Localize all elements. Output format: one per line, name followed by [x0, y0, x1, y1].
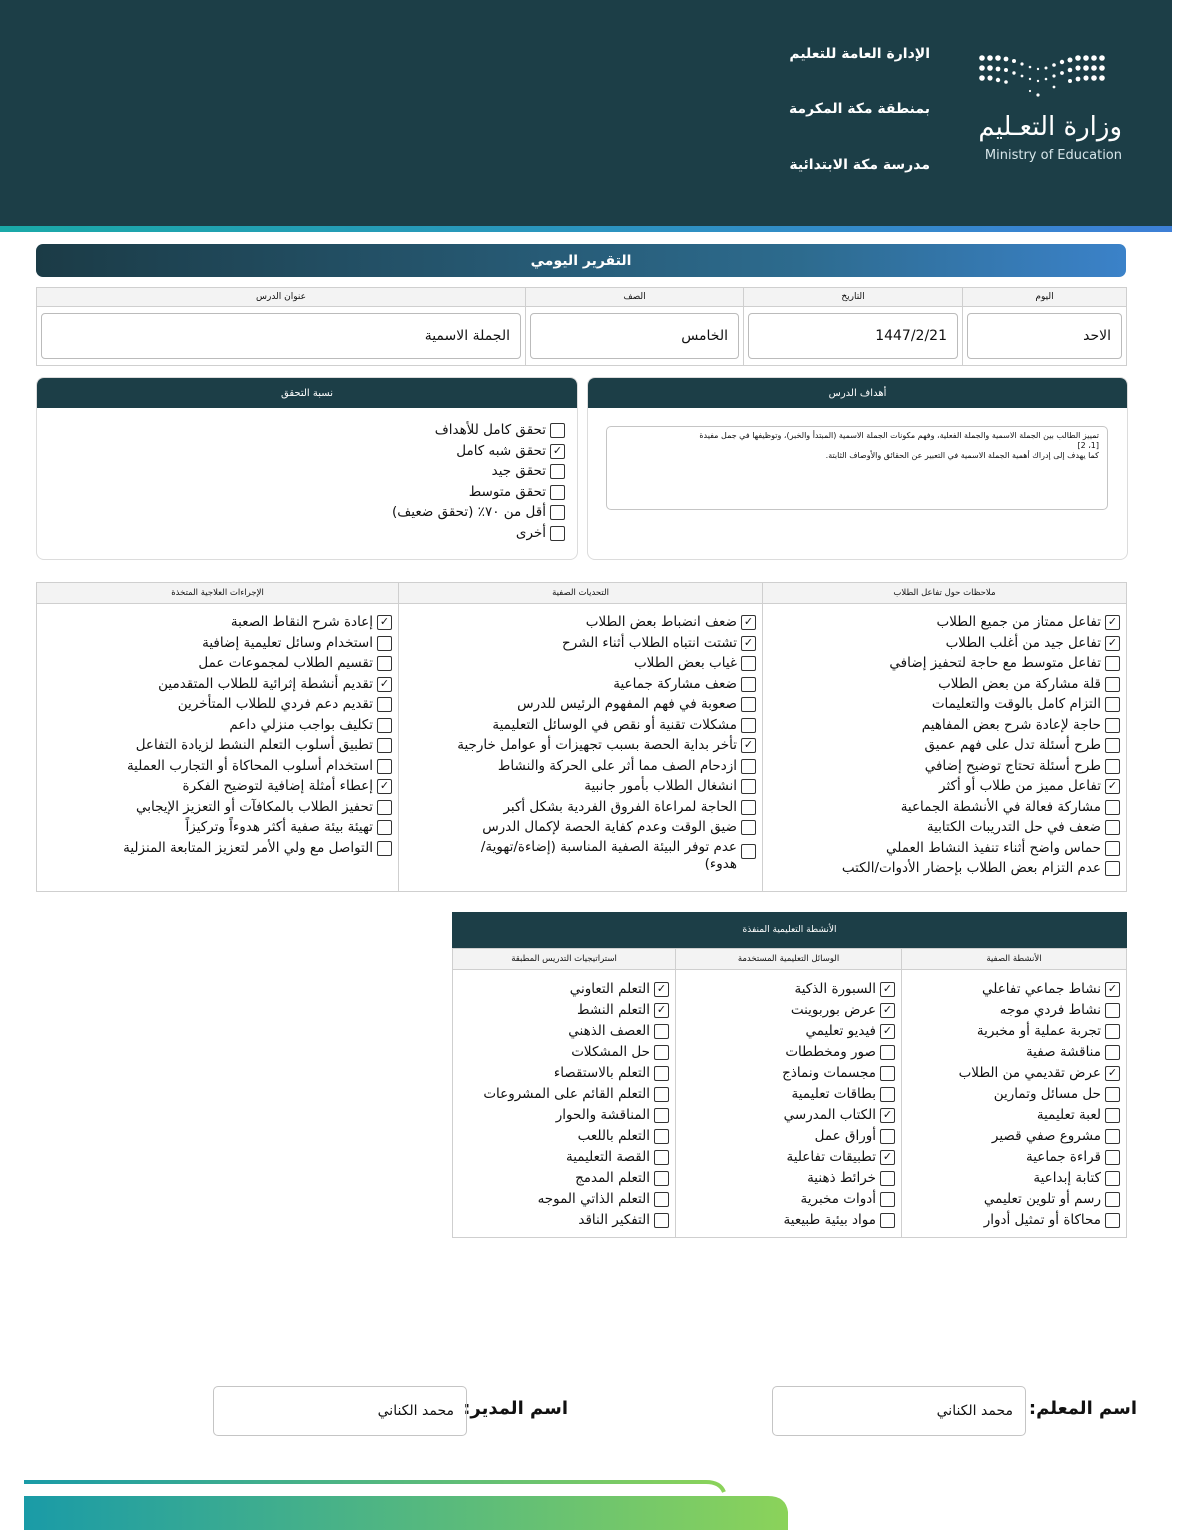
checkbox-checked-icon[interactable]: ✓ — [880, 1150, 895, 1165]
class-activity-option[interactable] — [908, 1084, 1120, 1105]
strategy-option-label: التعلم القائم على المشروعات — [483, 1086, 650, 1102]
teaching-tool-option-label: أدوات مخبرية — [800, 1191, 876, 1207]
strategy-option-label: العصف الذهني — [568, 1023, 650, 1039]
teaching-tools-cell — [676, 970, 902, 1238]
class-activity-option[interactable] — [908, 1021, 1120, 1042]
strategies-header: استراتيجيات التدريس المطبقة — [453, 949, 676, 970]
remedial-action-option[interactable] — [43, 653, 392, 674]
class-activity-option-label: محاكاة أو تمثيل أدوار — [983, 1212, 1101, 1228]
teaching-tool-option[interactable] — [682, 1063, 895, 1084]
challenge-option-label-wrap — [481, 838, 737, 872]
teaching-tool-option[interactable] — [682, 1105, 895, 1126]
challenge-option-label: تأخر بداية الحصة بسبب تجهيزات أو عوامل خارجية — [457, 737, 737, 753]
remedial-action-option[interactable] — [43, 694, 392, 715]
teaching-tool-option[interactable] — [682, 1147, 895, 1168]
checkbox-empty-icon[interactable] — [1105, 820, 1120, 835]
strategy-option[interactable] — [459, 1063, 669, 1084]
challenge-option-label: ضيق الوقت وعدم كفاية الحصة لإكمال الدرس — [482, 819, 737, 835]
student-observation-option-label: قلة مشاركة من بعض الطلاب — [938, 675, 1101, 692]
strategy-option-label: التعلم الذاتي الموجه — [537, 1191, 650, 1207]
logo-arabic-text: وزارة التعـليم — [978, 112, 1122, 142]
strategy-option-label: التعلم باللعب — [577, 1128, 650, 1144]
strategy-option-label: حل المشكلات — [571, 1044, 650, 1060]
checkbox-empty-icon[interactable] — [1105, 1150, 1120, 1165]
header-line-region: بمنطقة مكة المكرمة — [788, 101, 930, 117]
activities-table — [452, 948, 1127, 1238]
header-banner — [0, 0, 1172, 226]
class-activity-option[interactable] — [908, 1126, 1120, 1147]
student-observation-option-label: تفاعل جيد من أغلب الطلاب — [945, 634, 1101, 651]
student-observation-option-label: تفاعل متوسط مع حاجة لتحفيز إضافي — [889, 655, 1101, 671]
strategy-option-label: التعلم بالاستقصاء — [553, 1065, 650, 1081]
checkbox-empty-icon[interactable] — [654, 1213, 669, 1228]
challenge-option[interactable] — [405, 756, 756, 777]
class-activity-option[interactable] — [908, 1147, 1120, 1168]
checkbox-empty-icon[interactable] — [654, 1066, 669, 1081]
checkbox-checked-icon[interactable]: ✓ — [1105, 982, 1120, 997]
checkbox-checked-icon[interactable]: ✓ — [1105, 636, 1120, 651]
checkbox-empty-icon[interactable] — [1105, 841, 1120, 856]
checkbox-empty-icon[interactable] — [1105, 718, 1120, 733]
checkbox-empty-icon[interactable] — [1105, 677, 1120, 692]
challenge-option-label: تشتت انتباه الطلاب أثناء الشرح — [562, 634, 737, 651]
remedial-action-option-label: تحفيز الطلاب بالمكافآت أو التعزيز الإيجابي — [135, 798, 373, 815]
student-observation-option-label: التزام كامل بالوقت والتعليمات — [931, 696, 1101, 712]
date-header: التاريخ — [744, 288, 963, 307]
checkbox-empty-icon[interactable] — [880, 1066, 895, 1081]
strategies-cell — [453, 970, 676, 1238]
student-observation-option-label: ضعف في حل التدريبات الكتابية — [926, 819, 1101, 835]
checkbox-empty-icon[interactable] — [550, 464, 565, 479]
strategy-option[interactable] — [459, 979, 669, 1000]
challenge-option[interactable] — [405, 838, 756, 872]
class-activity-option-label: نشاط فردي موجه — [999, 1002, 1101, 1018]
remedial-action-option-label: استخدام وسائل تعليمية إضافية — [202, 634, 373, 651]
checkbox-empty-icon[interactable] — [1105, 1087, 1120, 1102]
challenge-option-label: ضعف انضباط بعض الطلاب — [585, 614, 737, 630]
checkbox-checked-icon[interactable]: ✓ — [1105, 779, 1120, 794]
header-stripe — [0, 226, 1172, 232]
checkbox-empty-icon[interactable] — [1105, 1024, 1120, 1039]
teaching-tool-option-label: الكتاب المدرسي — [783, 1107, 876, 1123]
strategy-option-label: التعلم التعاوني — [569, 981, 650, 997]
checkbox-empty-icon[interactable] — [654, 1045, 669, 1060]
student-observation-option-label: مشاركة فعالة في الأنشطة الجماعية — [900, 798, 1101, 815]
checkbox-checked-icon[interactable]: ✓ — [550, 444, 565, 459]
challenge-option-label: مشكلات تقنية أو نقص في الوسائل التعليمية — [492, 716, 737, 733]
checkbox-empty-icon[interactable] — [377, 759, 392, 774]
challenge-option-label: انشغال الطلاب بأمور جانبية — [584, 778, 737, 794]
student-observation-option[interactable] — [769, 797, 1120, 818]
remedial-action-option[interactable] — [43, 715, 392, 736]
achievement-option[interactable] — [365, 523, 565, 544]
checkbox-checked-icon[interactable]: ✓ — [880, 1024, 895, 1039]
strategy-option[interactable] — [459, 1000, 669, 1021]
remedial-actions-cell — [37, 604, 399, 892]
strategy-option[interactable] — [459, 1126, 669, 1147]
lesson-info-table — [36, 287, 1127, 366]
achievement-option[interactable] — [365, 420, 565, 441]
checkbox-checked-icon[interactable]: ✓ — [1105, 1066, 1120, 1081]
student-observation-option[interactable] — [769, 612, 1120, 633]
checkbox-empty-icon[interactable] — [654, 1171, 669, 1186]
day-field[interactable]: الاحد — [967, 313, 1122, 359]
teaching-tool-option[interactable] — [682, 1189, 895, 1210]
checkbox-empty-icon[interactable] — [880, 1087, 895, 1102]
student-observation-option-label: تفاعل مميز من طلاب أو أكثر — [939, 778, 1101, 794]
remedial-action-option-label: استخدام أسلوب المحاكاة أو التجارب العملية — [126, 757, 373, 774]
checkbox-empty-icon[interactable] — [880, 1213, 895, 1228]
achievement-option[interactable] — [365, 482, 565, 503]
strategy-option-label: القصة التعليمية — [565, 1149, 650, 1165]
strategy-option[interactable] — [459, 1042, 669, 1063]
principal-name-field[interactable]: محمد الكناني — [213, 1386, 467, 1436]
checkbox-empty-icon[interactable] — [377, 636, 392, 651]
remedial-action-option-label: تقسيم الطلاب لمجموعات عمل — [198, 655, 373, 671]
remedial-action-option-label: إعادة شرح النقاط الصعبة — [230, 614, 373, 630]
strategy-option[interactable] — [459, 1210, 669, 1231]
checkbox-checked-icon[interactable]: ✓ — [654, 982, 669, 997]
teaching-tool-option[interactable] — [682, 1000, 895, 1021]
student-observation-option[interactable] — [769, 735, 1120, 756]
teaching-tool-option-label: بطاقات تعليمية — [791, 1086, 876, 1102]
checkbox-checked-icon[interactable]: ✓ — [741, 615, 756, 630]
strategy-option[interactable] — [459, 1168, 669, 1189]
challenge-option-label: ضعف مشاركة جماعية — [613, 675, 737, 692]
principal-name-label: اسم المدير: — [463, 1398, 568, 1419]
checkbox-empty-icon[interactable] — [377, 841, 392, 856]
class-activity-option-label: تجربة عملية أو مخبرية — [976, 1023, 1101, 1039]
achievement-option-label: أقل من ٧٠٪ (تحقق ضعيف) — [392, 504, 546, 520]
challenge-option[interactable] — [405, 715, 756, 736]
checkbox-empty-icon[interactable] — [654, 1024, 669, 1039]
checkbox-empty-icon[interactable] — [741, 718, 756, 733]
checkbox-empty-icon[interactable] — [880, 1192, 895, 1207]
teaching-tool-option[interactable] — [682, 1042, 895, 1063]
checkbox-empty-icon[interactable] — [1105, 656, 1120, 671]
class-activity-option-label: عرض تقديمي من الطلاب — [958, 1065, 1101, 1081]
student-observation-option-label: عدم التزام بعض الطلاب بإحضار الأدوات/الكتب — [841, 860, 1101, 876]
checkbox-empty-icon[interactable] — [377, 697, 392, 712]
checkbox-empty-icon[interactable] — [741, 677, 756, 692]
remedial-actions-header: الإجراءات العلاجية المتخذة — [37, 583, 399, 604]
checkbox-checked-icon[interactable]: ✓ — [880, 1003, 895, 1018]
student-observation-option-label: حاجة لإعادة شرح بعض المفاهيم — [921, 716, 1101, 733]
achievement-option[interactable] — [365, 441, 565, 462]
challenge-option[interactable] — [405, 776, 756, 797]
checkbox-empty-icon[interactable] — [880, 1171, 895, 1186]
checkbox-empty-icon[interactable] — [880, 1129, 895, 1144]
remedial-action-option-label: تقديم دعم فردي للطلاب المتأخرين — [177, 696, 373, 712]
strategy-option[interactable] — [459, 1105, 669, 1126]
checkbox-empty-icon[interactable] — [1105, 1045, 1120, 1060]
challenge-option-label: ازدحام الصف مما أثر على الحركة والنشاط — [497, 757, 737, 774]
remedial-action-option-label: تكليف بواجب منزلي داعم — [229, 716, 373, 733]
teaching-tool-option-label: فيديو تعليمي — [805, 1023, 876, 1039]
class-activities-cell — [902, 970, 1127, 1238]
student-observation-option[interactable] — [769, 776, 1120, 797]
logo-english-text: Ministry of Education — [984, 148, 1122, 163]
strategy-option[interactable] — [459, 1084, 669, 1105]
student-observation-option-label: طرح أسئلة تحتاج توضيح إضافي — [924, 757, 1101, 774]
challenge-option-label: عدم توفر البيئة الصفية المناسبة (إضاءة/تهوية/ — [480, 838, 737, 855]
remedial-action-option[interactable] — [43, 612, 392, 633]
day-header: اليوم — [963, 288, 1127, 307]
checkbox-empty-icon[interactable] — [654, 1192, 669, 1207]
challenge-option[interactable] — [405, 817, 756, 838]
checkbox-empty-icon[interactable] — [654, 1129, 669, 1144]
challenges-header: التحديات الصفية — [399, 583, 763, 604]
student-observation-option[interactable] — [769, 633, 1120, 654]
checkbox-empty-icon[interactable] — [741, 697, 756, 712]
objectives-title: أهداف الدرس — [588, 378, 1127, 408]
checkbox-empty-icon[interactable] — [741, 759, 756, 774]
class-activity-option-label: مناقشة صفية — [1025, 1044, 1101, 1060]
checkbox-empty-icon[interactable] — [1105, 1171, 1120, 1186]
students-observations-cell — [763, 604, 1127, 892]
checkbox-checked-icon[interactable]: ✓ — [741, 636, 756, 651]
achievement-option-label: تحقق شبه كامل — [456, 442, 546, 459]
teacher-name-field[interactable]: محمد الكناني — [772, 1386, 1026, 1436]
objectives-panel — [587, 377, 1128, 560]
challenge-option[interactable] — [405, 674, 756, 695]
objectives-text-line: [1، 2] — [1077, 441, 1099, 450]
challenge-option[interactable] — [405, 797, 756, 818]
achievement-option-label: أخرى — [515, 524, 546, 541]
checkbox-empty-icon[interactable] — [1105, 800, 1120, 815]
checkbox-empty-icon[interactable] — [377, 820, 392, 835]
checkbox-empty-icon[interactable] — [550, 526, 565, 541]
strategy-option-label: التعلم المدمج — [575, 1170, 650, 1186]
remedial-action-option-label: تقديم أنشطة إثرائية للطلاب المتقدمين — [158, 675, 373, 692]
achievement-list — [365, 408, 565, 543]
checkbox-empty-icon[interactable] — [741, 800, 756, 815]
teaching-tool-option-label: صور ومخططات — [785, 1044, 876, 1060]
checkbox-empty-icon[interactable] — [1105, 1129, 1120, 1144]
checkbox-empty-icon[interactable] — [1105, 1003, 1120, 1018]
student-observation-option[interactable] — [769, 653, 1120, 674]
class-activities-header: الأنشطة الصفية — [902, 949, 1127, 970]
lesson-title-field[interactable]: الجملة الاسمية — [41, 313, 521, 359]
class-activity-option[interactable] — [908, 1189, 1120, 1210]
checkbox-empty-icon[interactable] — [1105, 697, 1120, 712]
student-observation-option[interactable] — [769, 817, 1120, 838]
teaching-tool-option-label: السبورة الذكية — [794, 981, 876, 997]
strategy-option-label: المناقشة والحوار — [555, 1107, 650, 1123]
strategy-option-label: التعلم النشط — [577, 1002, 650, 1018]
footer-wave-decoration — [0, 1470, 800, 1539]
checkbox-empty-icon[interactable] — [654, 1150, 669, 1165]
objectives-textarea[interactable] — [606, 426, 1108, 510]
class-activity-option-label: لعبة تعليمية — [1036, 1107, 1101, 1123]
student-observation-option-label: طرح أسئلة تدل على فهم عميق — [924, 737, 1101, 753]
challenges-cell — [399, 604, 763, 892]
teaching-tool-option[interactable] — [682, 979, 895, 1000]
checkbox-checked-icon[interactable]: ✓ — [377, 779, 392, 794]
strategy-option[interactable] — [459, 1021, 669, 1042]
challenge-option[interactable] — [405, 735, 756, 756]
checkbox-empty-icon[interactable] — [1105, 1192, 1120, 1207]
student-observation-option[interactable] — [769, 694, 1120, 715]
checkbox-empty-icon[interactable] — [741, 656, 756, 671]
teaching-tool-option-label: مجسمات ونماذج — [782, 1065, 876, 1081]
remedial-action-option[interactable] — [43, 776, 392, 797]
student-observation-option[interactable] — [769, 715, 1120, 736]
objectives-text-line: تمييز الطالب بين الجملة الاسمية والجملة الفعلية، وفهم مكونات الجملة الاسمية (المبتدأ والخبر)، وتوظيفها في جمل مفيدة — [699, 431, 1099, 440]
checkbox-empty-icon[interactable] — [1105, 861, 1120, 876]
ministry-logo — [972, 50, 1122, 170]
class-activity-option[interactable] — [908, 1105, 1120, 1126]
class-activity-option[interactable] — [908, 1000, 1120, 1021]
objectives-text-line: كما يهدف إلى إدراك أهمية الجملة الاسمية في التعبير عن الحقائق والأوصاف الثابتة. — [825, 451, 1099, 460]
student-observation-option-label: تفاعل ممتاز من جميع الطلاب — [936, 614, 1101, 630]
checkbox-empty-icon[interactable] — [741, 844, 756, 859]
checkbox-empty-icon[interactable] — [377, 800, 392, 815]
checkbox-empty-icon[interactable] — [1105, 1213, 1120, 1228]
challenge-option[interactable] — [405, 694, 756, 715]
remedial-action-option-label: التواصل مع ولي الأمر لتعزيز المتابعة المنزلية — [123, 839, 373, 856]
report-title: التقرير اليومي — [36, 244, 1126, 277]
class-activity-option[interactable] — [908, 1210, 1120, 1231]
checkbox-empty-icon[interactable] — [654, 1108, 669, 1123]
checkbox-empty-icon[interactable] — [550, 505, 565, 520]
challenge-option[interactable] — [405, 633, 756, 654]
checkbox-checked-icon[interactable]: ✓ — [880, 982, 895, 997]
remedial-action-option[interactable] — [43, 633, 392, 654]
student-observation-option[interactable] — [769, 858, 1120, 879]
checkbox-empty-icon[interactable] — [1105, 759, 1120, 774]
teacher-name-label: اسم المعلم: — [1028, 1398, 1137, 1419]
checkbox-empty-icon[interactable] — [550, 485, 565, 500]
logo-dots-icon — [972, 50, 1122, 110]
teaching-tool-option[interactable] — [682, 1168, 895, 1189]
remedial-action-option[interactable] — [43, 674, 392, 695]
student-observation-option[interactable] — [769, 756, 1120, 777]
checkbox-empty-icon[interactable] — [377, 718, 392, 733]
class-activity-option[interactable] — [908, 979, 1120, 1000]
activities-title: الأنشطة التعليمية المنفذة — [452, 912, 1127, 948]
class-activity-option[interactable] — [908, 1168, 1120, 1189]
observations-table — [36, 582, 1127, 892]
student-observation-option[interactable] — [769, 838, 1120, 859]
challenge-option-label: صعوبة في فهم المفهوم الرئيس للدرس — [517, 696, 737, 712]
remedial-action-option-label: تطبيق أسلوب التعلم النشط لزيادة التفاعل — [135, 737, 373, 753]
teaching-tool-option-label: عرض بوربوينت — [790, 1002, 876, 1018]
challenge-option-label: الحاجة لمراعاة الفروق الفردية بشكل أكبر — [503, 798, 737, 815]
checkbox-checked-icon[interactable]: ✓ — [377, 677, 392, 692]
class-activity-option-label: قراءة جماعية — [1026, 1149, 1101, 1165]
checkbox-checked-icon[interactable]: ✓ — [377, 615, 392, 630]
student-observation-option-label: حماس واضح أثناء تنفيذ النشاط العملي — [886, 839, 1101, 856]
remedial-action-option[interactable] — [43, 756, 392, 777]
header-line-directorate: الإدارة العامة للتعليم — [789, 46, 930, 62]
remedial-action-option-label: تهيئة بيئة صفية أكثر هدوءاً وتركيزاً — [185, 819, 373, 835]
teaching-tool-option-label: خرائط ذهنية — [807, 1170, 876, 1186]
teaching-tools-header: الوسائل التعليمية المستخدمة — [676, 949, 902, 970]
grade-header: الصف — [526, 288, 744, 307]
achievement-panel — [36, 377, 578, 560]
checkbox-empty-icon[interactable] — [1105, 1108, 1120, 1123]
teaching-tool-option[interactable] — [682, 1021, 895, 1042]
strategy-option[interactable] — [459, 1147, 669, 1168]
achievement-option-label: تحقق جيد — [491, 463, 546, 479]
challenge-option-label: غياب بعض الطلاب — [633, 655, 737, 671]
challenge-option[interactable] — [405, 612, 756, 633]
header-line-school: مدرسة مكة الابتدائية — [789, 157, 930, 173]
lesson-title-header: عنوان الدرس — [37, 288, 526, 307]
date-field[interactable]: 1447/2/21 — [748, 313, 958, 359]
achievement-option[interactable] — [365, 502, 565, 523]
class-activity-option[interactable] — [908, 1063, 1120, 1084]
checkbox-checked-icon[interactable]: ✓ — [1105, 615, 1120, 630]
checkbox-empty-icon[interactable] — [741, 820, 756, 835]
teaching-tool-option-label: تطبيقات تفاعلية — [786, 1149, 876, 1165]
checkbox-checked-icon[interactable]: ✓ — [654, 1003, 669, 1018]
challenge-option-label-continued: هدوء) — [704, 855, 737, 872]
remedial-action-option[interactable] — [43, 735, 392, 756]
challenge-option[interactable] — [405, 653, 756, 674]
strategy-option-label: التفكير الناقد — [578, 1212, 650, 1228]
achievement-title: نسبة التحقق — [37, 378, 577, 408]
class-activity-option-label: مشروع صفي قصير — [991, 1128, 1101, 1144]
checkbox-checked-icon[interactable]: ✓ — [741, 738, 756, 753]
student-observation-option[interactable] — [769, 674, 1120, 695]
checkbox-empty-icon[interactable] — [377, 738, 392, 753]
remedial-action-option[interactable] — [43, 838, 392, 859]
teaching-tool-option[interactable] — [682, 1210, 895, 1231]
remedial-action-option[interactable] — [43, 817, 392, 838]
checkbox-empty-icon[interactable] — [550, 423, 565, 438]
class-activity-option-label: كتابة إبداعية — [1033, 1170, 1101, 1186]
achievement-option[interactable] — [365, 461, 565, 482]
teaching-tool-option[interactable] — [682, 1126, 895, 1147]
checkbox-empty-icon[interactable] — [654, 1087, 669, 1102]
teaching-tool-option-label: مواد بيئية طبيعية — [783, 1212, 876, 1228]
remedial-action-option-label: إعطاء أمثلة إضافية لتوضيح الفكرة — [182, 778, 373, 794]
checkbox-checked-icon[interactable]: ✓ — [880, 1108, 895, 1123]
checkbox-empty-icon[interactable] — [377, 656, 392, 671]
grade-field[interactable]: الخامس — [530, 313, 739, 359]
class-activity-option-label: رسم أو تلوين تعليمي — [983, 1191, 1101, 1207]
achievement-option-label: تحقق كامل للأهداف — [434, 422, 546, 438]
class-activity-option-label: نشاط جماعي تفاعلي — [981, 981, 1101, 997]
class-activity-option[interactable] — [908, 1042, 1120, 1063]
class-activity-option-label: حل مسائل وتمارين — [993, 1086, 1101, 1102]
checkbox-empty-icon[interactable] — [880, 1045, 895, 1060]
strategy-option[interactable] — [459, 1189, 669, 1210]
checkbox-empty-icon[interactable] — [741, 779, 756, 794]
teaching-tool-option[interactable] — [682, 1084, 895, 1105]
teaching-tool-option-label: أوراق عمل — [814, 1128, 876, 1144]
checkbox-empty-icon[interactable] — [1105, 738, 1120, 753]
achievement-option-label: تحقق متوسط — [468, 483, 546, 500]
students-observations-header: ملاحظات حول تفاعل الطلاب — [763, 583, 1127, 604]
remedial-action-option[interactable] — [43, 797, 392, 818]
